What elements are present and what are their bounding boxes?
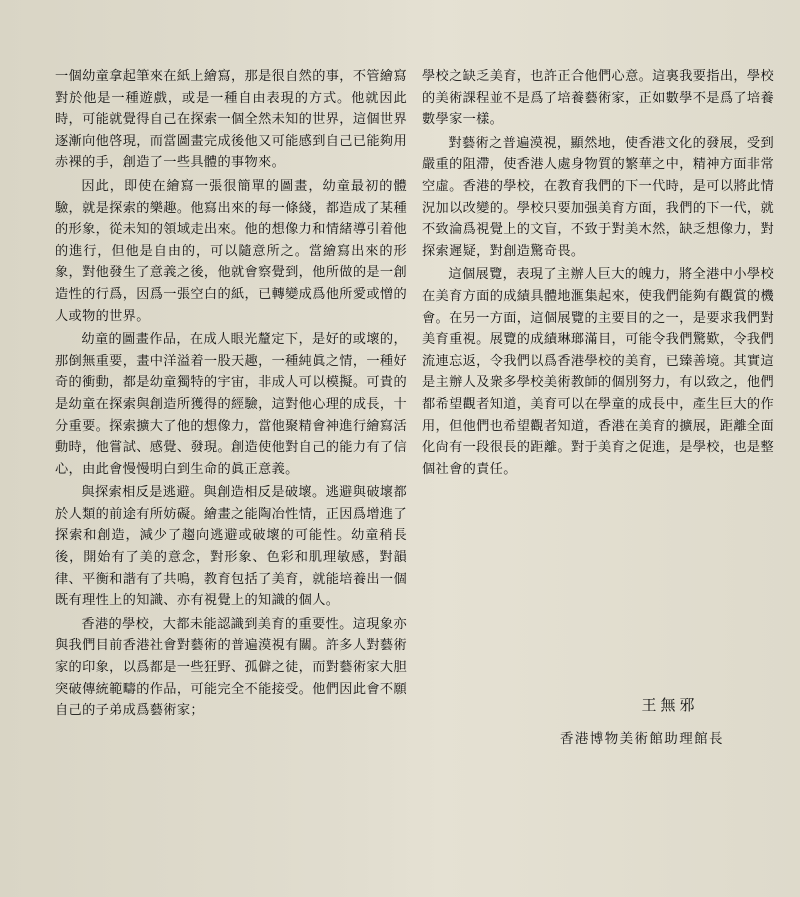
paragraph-1: 一個幼童拿起筆來在紙上繪寫，那是很自然的事，不管繪寫對於他是一種遊戲，或是一種自由表現的方式。他就因此時，可能就覺得自己在探索一個全然未知的世界，這個世界逐漸向他啓現，而當圖畫完成後他又可能感到自己已能夠用赤裸的手，創造了一些具體的事物來。 (55, 69, 407, 171)
paragraph-3: 幼童的圖畫作品，在成人眼光釐定下，是好的或壞的，那倒無重要，畫中洋溢着一股天趣，一種純眞之情，一種好奇的衝動，都是幼童獨特的宇宙，非成人可以模擬。可貴的是幼童在探索與創造所獲得的經驗，這對他心理的成長，十分重要。探索擴大了他的想像力，當他聚精會神進行繪寫活動時，他嘗試、感覺、發現。創造使他對自己的能力有了信心，由此會慢慢明白到生命的眞正意義。 (55, 332, 407, 477)
paragraph-5-continued: 學校之缺乏美育，也許正合他們心意。這裏我要指出，學校的美術課程並不是爲了培養藝術家，正如數學不是爲了培養數學家一樣。 (422, 69, 774, 128)
paragraph-5: 香港的學校，大都未能認識到美育的重要性。這現象亦與我們目前香港社會對藝術的普遍漠視有關。許多人對藝術家的印象，以爲都是一些狂野、孤僻之徒，而對藝術家大胆突破傳統範疇的作品，可能完全不能接受。他們因此會不願自己的子弟成爲藝術家； (55, 616, 407, 719)
paragraph-6: 對藝術之普遍漠視，顯然地，使香港文化的發展，受到嚴重的阻滯，使香港人處身物質的繁華之中，精神方面非常空虛。香港的學校，在教育我們的下一代時，是可以將此情況加以改變的。學校只要加强美育方面，我們的下一代，就不致淪爲視覺上的文盲，不致于對美木然，缺乏想像力，對探索遲疑，對創造驚奇畏。 (422, 135, 774, 259)
author-name: 王無邪 (641, 696, 699, 714)
signature-block (560, 694, 780, 747)
author-title: 香港博物美術館助理館長 (560, 731, 724, 747)
paragraph-2: 因此，即使在繪寫一張很簡單的圖畫，幼童最初的體驗，就是探索的樂趣。他寫出來的每一條綫，都造成了某種的形象，從未知的領域走出來。他的想像力和情緒導引着他的進行，但他是自由的，可以隨意所之。當繪寫出來的形象，對他發生了意義之後，他就會察覺到，他所做的是一創造性的行爲，因爲一張空白的紙，已轉變成爲他所愛或憎的人或物的世界。 (55, 178, 407, 324)
left-column (55, 66, 407, 724)
paragraph-7: 這個展覽，表現了主辦人巨大的魄力，將全港中小學校在美育方面的成績具體地滙集起來，使我們能夠有觀賞的機會。在另一方面，這個展覽的主要目的之一，是要求我們對美育重視。展覽的成績琳瑯滿目，可能令我們驚歎，令我們流連忘返，令我們以爲香港學校的美育，已臻善境。其實這是主辦人及衆多學校美術教師的個別努力，有以致之，他們都希望觀者知道，美育可以在學童的成長中，產生巨大的作用，但他們也希望觀者知道，香港在美育的擴展，距離全面化尙有一段很長的距離。對于美育之促進，是學校，也是整個社會的責任。 (422, 267, 774, 477)
right-column (422, 66, 774, 482)
paragraph-4: 與探索相反是逃避。與創造相反是破壞。逃避與破壞都於人類的前途有所妨礙。繪畫之能陶冶性情，正因爲增進了探索和創造，減少了趨向逃避或破壞的可能性。幼童稍長後，開始有了美的意念，對形象、色彩和肌理敏感，對韻律、平衡和諧有了共鳴，教育包括了美育，就能培養出一個既有理性上的知識、亦有視覺上的知識的個人。 (55, 485, 407, 609)
